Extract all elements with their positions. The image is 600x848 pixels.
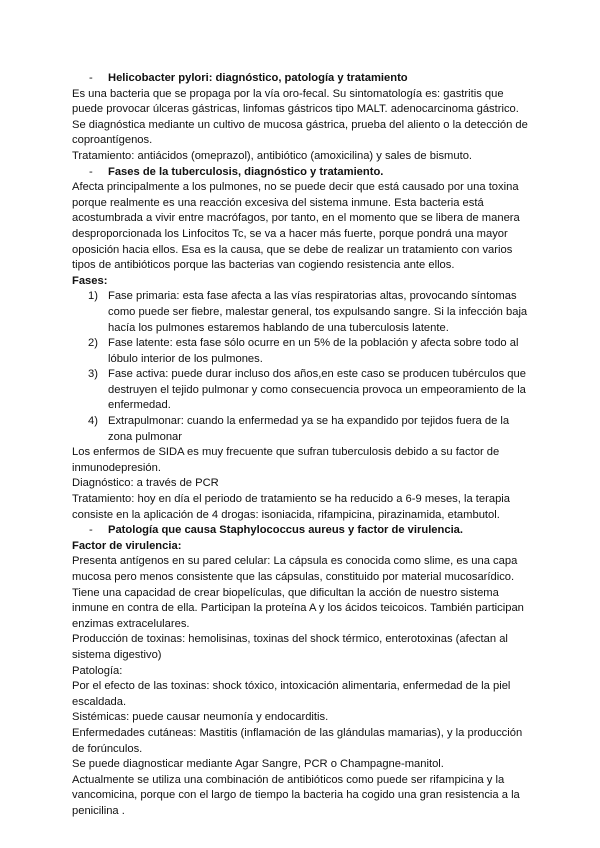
list-item-text: Fase activa: puede durar incluso dos años,en este caso se producen tubérculos que destruyen el tejido pulmonar y como consecuencia provoca un empeoramiento de la enfermedad. bbox=[108, 368, 526, 412]
paragraph: Patología: bbox=[72, 664, 123, 677]
paragraph: Tratamiento: hoy en día el periodo de tratamiento se ha reducido a 6-9 meses, la terapia consiste en la aplicación de 4 drogas: isoniacida, rifampicina, pirazinamida, etambutol. bbox=[72, 493, 511, 521]
paragraph: Es una bacteria que se propaga por la vía oro-fecal. Su sintomatología es: gastritis que puede provocar úlceras gástricas, linfomas gástricos tipo MALT. adenocarcinoma gástrico. bbox=[72, 87, 519, 116]
list-item bbox=[72, 289, 530, 336]
paragraph: Se diagnóstica mediante un cultivo de mucosa gástrica, prueba del aliento o la detección de coproantígenos. bbox=[72, 118, 528, 147]
list-item bbox=[72, 414, 530, 445]
paragraph: Presenta antígenos en su pared celular: La cápsula es conocida como slime, es una capa mucosa pero menos consistente que las cápsulas, constituido por material mucosarídico. bbox=[72, 555, 518, 583]
bullet-dash: - bbox=[89, 524, 93, 537]
paragraph: Por el efecto de las toxinas: shock tóxico, intoxicación alimentaria, enfermedad de la piel escaldada. bbox=[72, 680, 511, 708]
paragraph: Enfermedades cutáneas: Mastitis (inflamación de las glándulas mamarias), y la producción de forúnculos. bbox=[72, 726, 523, 755]
bullet-dash: - bbox=[89, 72, 93, 84]
paragraph: Sistémicas: puede causar neumonía y endocarditis. bbox=[72, 711, 329, 724]
paragraph: Tiene una capacidad de crear biopelículas, que dificultan la acción de nuestro sistema inmune en contra de ella. Participan la proteína A y los ácidos teicoicos. También participan enzimas extracelulares. bbox=[72, 586, 524, 630]
fases-list bbox=[72, 289, 530, 445]
bullet-dash: - bbox=[89, 165, 93, 178]
list-item-text: Fase latente: esta fase sólo ocurre en un 5% de la población y afecta sobre todo al lóbulo interior de los pulmones. bbox=[108, 337, 519, 365]
list-number: 1) bbox=[88, 290, 98, 303]
list-number: 3) bbox=[88, 368, 98, 381]
heading-text: Patología que causa Staphylococcus aureus y factor de virulencia. bbox=[108, 524, 464, 537]
paragraph: Afecta principalmente a los pulmones, no se puede decir que está causado por una toxina porque realmente es una reacción excesiva del sistema inmune. Esta bacteria está acostumbrada a vivir entre macrófagos, por tanto, en el momento que se libera de manera desproporcionada los Linfocitos Tc, se va a hacer más fuerte, porque pondrá una mayor oposición hacia ellos. Esa es la causa, que se debe de realizar un tratamiento con varios tipos de antibióticos porque las bacterias van cogiendo resistencia ante ellos. bbox=[72, 181, 520, 272]
paragraph: Actualmente se utiliza una combinación de antibióticos como puede ser rifampicina y la vancomicina, porque con el largo de tiempo la bacteria ha cogido una gran resistencia a la penicilina . bbox=[72, 773, 520, 817]
list-item-text: Fase primaria: esta fase afecta a las vías respiratorias altas, provocando síntomas como puede ser fiebre, malestar general, tos expulsando sangre. Si la infección baja hacía los pulmones estaremos hablando de una tuberculosis latente. bbox=[108, 290, 528, 334]
paragraph: Diagnóstico: a través de PCR bbox=[72, 477, 219, 490]
heading-text: Helicobacter pylori: diagnóstico, patología y tratamiento bbox=[108, 72, 408, 84]
paragraph: Los enfermos de SIDA es muy frecuente que sufran tuberculosis debido a su factor de inmunodepresión. bbox=[72, 446, 500, 474]
list-item bbox=[72, 336, 530, 367]
section-heading-tuberculosis bbox=[72, 165, 530, 181]
heading-text: Fases de la tuberculosis, diagnóstico y tratamiento. bbox=[108, 165, 384, 178]
list-item-text: Extrapulmonar: cuando la enfermedad ya se ha expandido por tejidos fuera de la zona pulmonar bbox=[108, 415, 510, 443]
virulence-label: Factor de virulencia: bbox=[72, 539, 182, 552]
paragraph: Se puede diagnosticar mediante Agar Sangre, PCR o Champagne-manitol. bbox=[72, 758, 444, 771]
list-number: 2) bbox=[88, 337, 98, 350]
paragraph: Producción de toxinas: hemolisinas, toxinas del shock térmico, enterotoxinas (afectan al sistema digestivo) bbox=[72, 633, 508, 661]
section-heading-staphylococcus bbox=[72, 523, 530, 539]
list-item bbox=[72, 367, 530, 414]
paragraph: Tratamiento: antiácidos (omeprazol), antibiótico (amoxicilina) y sales de bismuto. bbox=[72, 149, 473, 162]
fases-label: Fases: bbox=[72, 274, 108, 287]
section-heading-h-pylori bbox=[72, 71, 530, 87]
list-number: 4) bbox=[88, 415, 98, 428]
